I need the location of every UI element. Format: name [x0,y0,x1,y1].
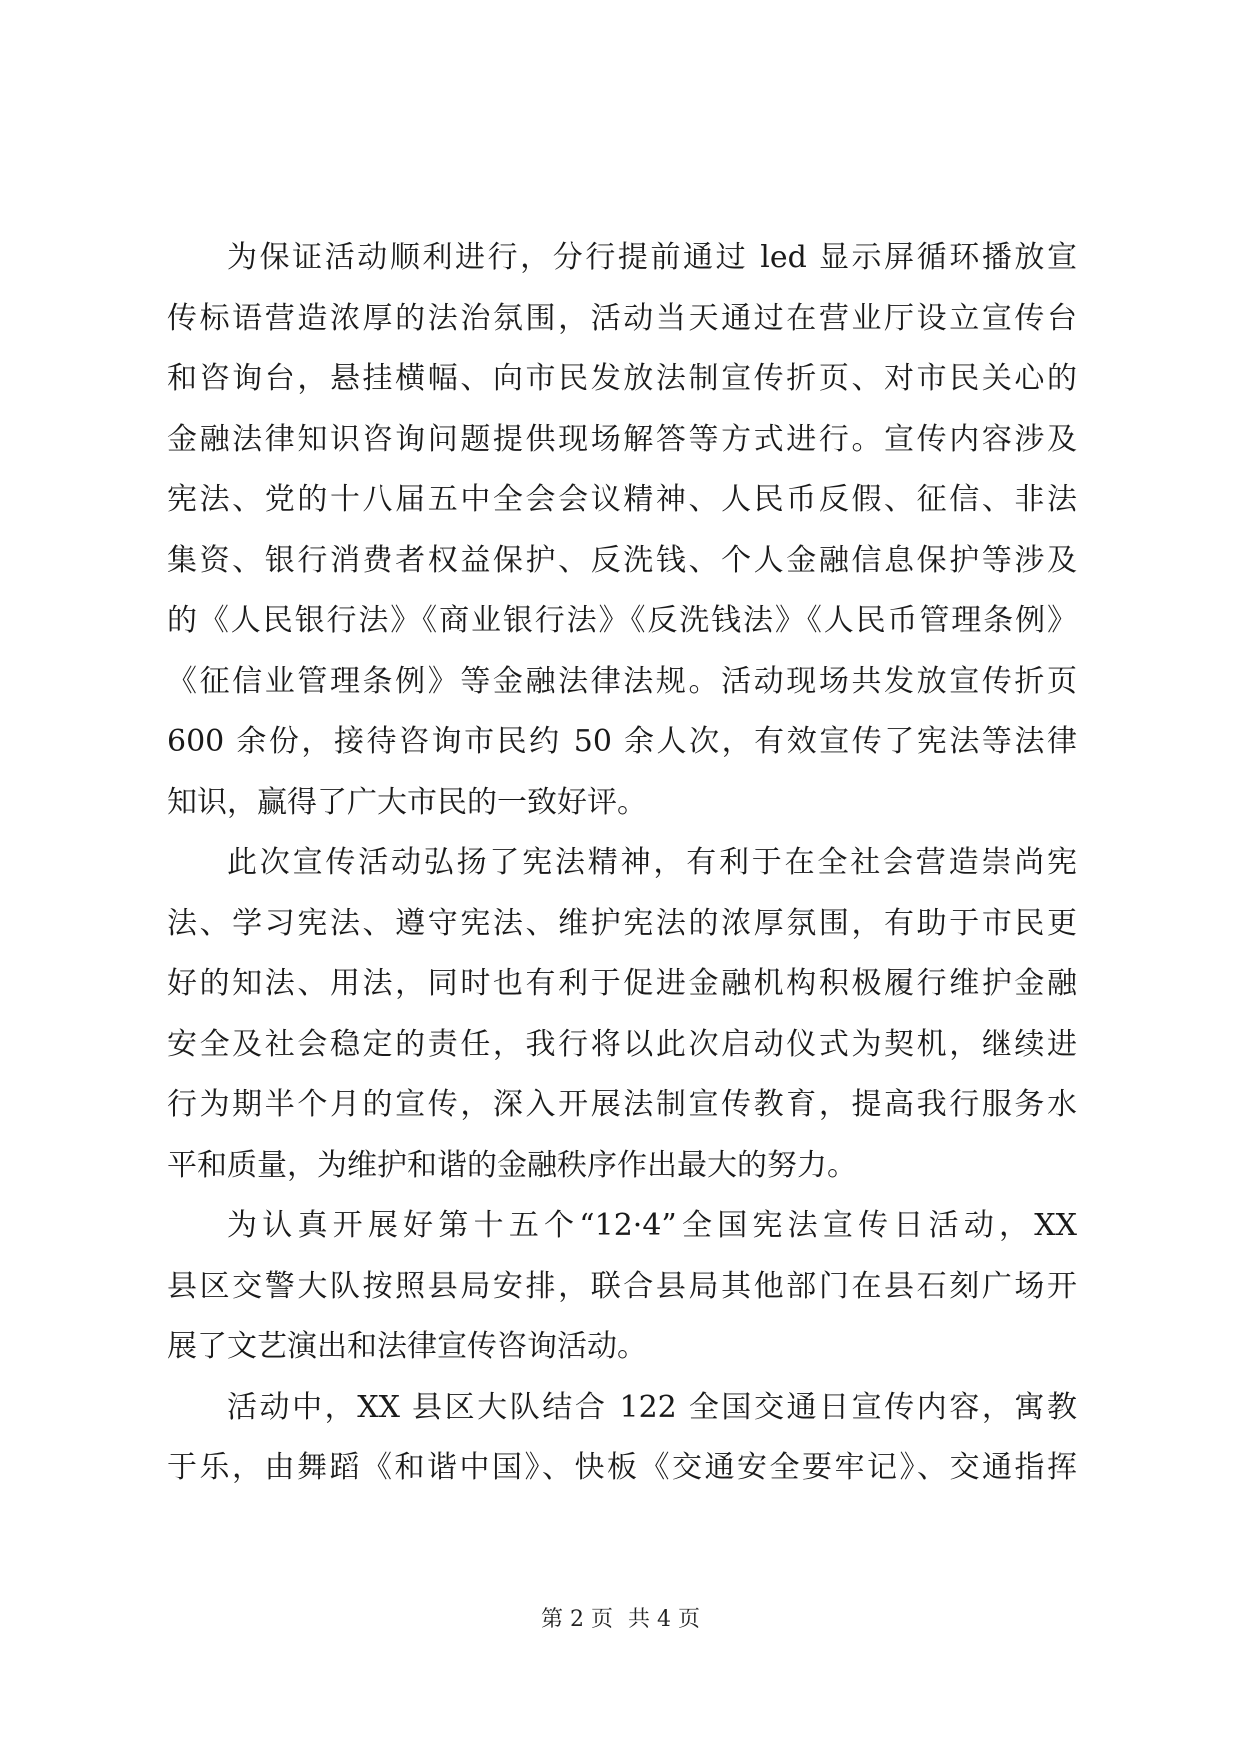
text-line: 展了文艺演出和法律宣传咨询活动。 [167,1329,647,1364]
text-line: 行为期半个月的宣传，深入开展法制宣传教育，提高我行服务水 [167,1087,1077,1122]
text-line: 活动中，XX 县区大队结合 122 全国交通日宣传内容，寓教 [227,1389,1077,1425]
text-line: 600 余份，接待咨询市民约 50 余人次，有效宣传了宪法等法律 [167,724,1077,759]
text-line: 的《人民银行法》《商业银行法》《反洗钱法》《人民币管理条例》 [167,603,1077,638]
text-line: 此次宣传活动弘扬了宪法精神，有利于在全社会营造崇尚宪 [227,845,1077,880]
text-line: 法、学习宪法、遵守宪法、维护宪法的浓厚氛围，有助于市民更 [167,905,1077,941]
page-total: 共 4 页 [628,1607,700,1632]
text-line: 和咨询台，悬挂横幅、向市民发放法制宣传折页、对市民关心的 [167,361,1077,396]
paragraph-1 [167,228,1077,833]
text-line: 于乐，由舞蹈《和谐中国》、快板《交通安全要牢记》、交通指挥 [167,1450,1077,1485]
text-line: 知识，赢得了广大市民的一致好评。 [167,784,647,820]
text-line: 金融法律知识咨询问题提供现场解答等方式进行。宣传内容涉及 [167,421,1077,457]
paragraph-3 [167,1196,1077,1378]
text-line: 为保证活动顺利进行，分行提前通过 led 显示屏循环播放宣 [227,240,1077,275]
text-line: 平和质量，为维护和谐的金融秩序作出最大的努力。 [167,1147,857,1183]
page-footer [0,1605,1241,1635]
page-number: 第 2 页 [541,1607,613,1632]
paragraph-2 [167,833,1077,1196]
text-line: 传标语营造浓厚的法治氛围，活动当天通过在营业厅设立宣传台 [167,300,1077,336]
text-line: 集资、银行消费者权益保护、反洗钱、个人金融信息保护等涉及 [167,542,1077,578]
text-line: 安全及社会稳定的责任，我行将以此次启动仪式为契机，继续进 [167,1026,1077,1062]
text-line: 宪法、党的十八届五中全会会议精神、人民币反假、征信、非法 [167,482,1077,517]
paragraph-4 [167,1378,1077,1499]
text-line: 好的知法、用法，同时也有利于促进金融机构积极履行维护金融 [167,966,1077,1001]
text-line: 为认真开展好第十五个“12·4”全国宪法宣传日活动，XX [227,1208,1077,1243]
text-line: 《征信业管理条例》等金融法律法规。活动现场共发放宣传折页 [167,663,1077,699]
text-line: 县区交警大队按照县局安排，联合县局其他部门在县石刻广场开 [167,1268,1077,1304]
document-body [167,228,1077,1499]
